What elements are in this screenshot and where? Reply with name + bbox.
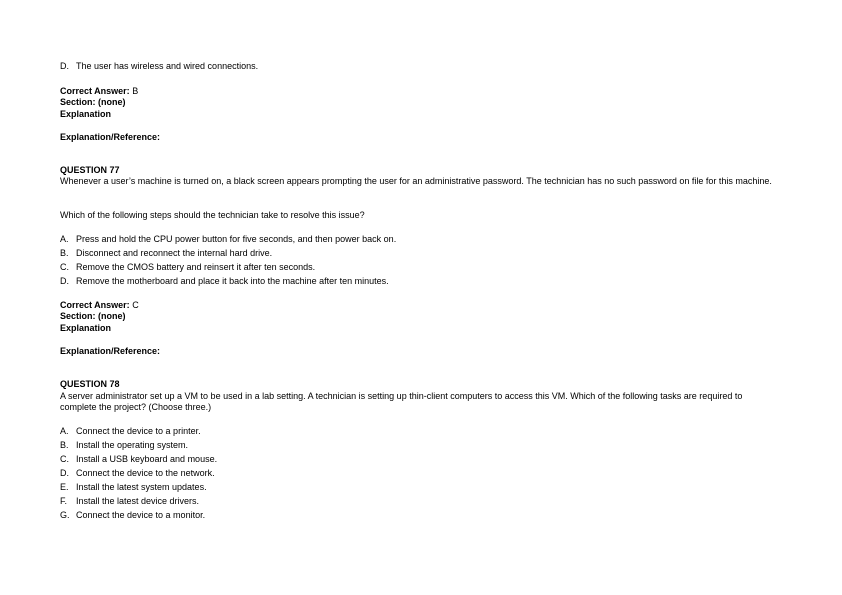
correct-answer-label: Correct Answer: [60, 300, 130, 310]
option-letter: B. [60, 440, 69, 450]
option-letter: F. [60, 496, 68, 506]
question-77-section: Section: (none) [60, 311, 126, 321]
prev-option-d [60, 61, 258, 72]
option-letter: D. [60, 61, 69, 71]
correct-answer-label: Correct Answer: [60, 86, 130, 96]
option-letter: D. [60, 468, 69, 478]
question-78-option-f [60, 496, 199, 507]
question-78-option-c [60, 454, 217, 465]
question-77-option-a [60, 234, 396, 245]
correct-answer-value: C [129, 300, 139, 310]
question-77-explanation-reference: Explanation/Reference: [60, 346, 161, 356]
question-77-correct-answer [60, 300, 139, 311]
option-letter: C. [60, 454, 69, 464]
option-letter: C. [60, 262, 69, 272]
question-78-option-d [60, 468, 215, 479]
question-77-stem: Whenever a user’s machine is turned on, a black screen appears prompting the user for an administrative password. The technician has no such password on file for this machine. [60, 176, 772, 186]
option-letter: A. [60, 234, 69, 244]
prev-correct-answer [60, 86, 138, 97]
question-77-title: QUESTION 77 [60, 165, 120, 175]
option-letter: A. [60, 426, 69, 436]
question-78-title: QUESTION 78 [60, 379, 120, 389]
question-77-option-b [60, 248, 272, 259]
option-text: Install the operating system. [76, 440, 189, 450]
question-77-option-d [60, 276, 389, 287]
option-text: Remove the motherboard and place it back into the machine after ten minutes. [76, 276, 389, 286]
option-text: Disconnect and reconnect the internal hard drive. [76, 248, 273, 258]
question-77-option-c [60, 262, 315, 273]
option-letter: E. [60, 482, 69, 492]
option-text: Press and hold the CPU power button for five seconds, and then power back on. [76, 234, 397, 244]
question-78-option-b [60, 440, 188, 451]
question-78-option-e [60, 482, 207, 493]
question-77-explanation: Explanation [60, 323, 112, 333]
question-78-stem: A server administrator set up a VM to be used in a lab setting. A technician is setting up thin-client computers to access this VM. Which of the following tasks are required to complete the project? (Choose three.) [60, 391, 743, 412]
document-page [60, 0, 780, 595]
option-text: Install the latest device drivers. [76, 496, 200, 506]
option-text: Install a USB keyboard and mouse. [76, 454, 218, 464]
option-letter: B. [60, 248, 69, 258]
prev-explanation-reference: Explanation/Reference: [60, 132, 161, 142]
question-78-option-g [60, 510, 205, 521]
correct-answer-value: B [129, 86, 139, 96]
prev-explanation: Explanation [60, 109, 112, 119]
option-letter: D. [60, 276, 69, 286]
option-text: Connect the device to the network. [76, 468, 215, 478]
option-text: Remove the CMOS battery and reinsert it after ten seconds. [76, 262, 316, 272]
question-78-option-a [60, 426, 201, 437]
question-77-prompt: Which of the following steps should the technician take to resolve this issue? [60, 210, 365, 220]
prev-section: Section: (none) [60, 97, 126, 107]
option-letter: G. [60, 510, 70, 520]
option-text: Connect the device to a monitor. [76, 510, 206, 520]
option-text: Install the latest system updates. [76, 482, 207, 492]
option-text: The user has wireless and wired connections. [76, 61, 259, 71]
option-text: Connect the device to a printer. [76, 426, 201, 436]
